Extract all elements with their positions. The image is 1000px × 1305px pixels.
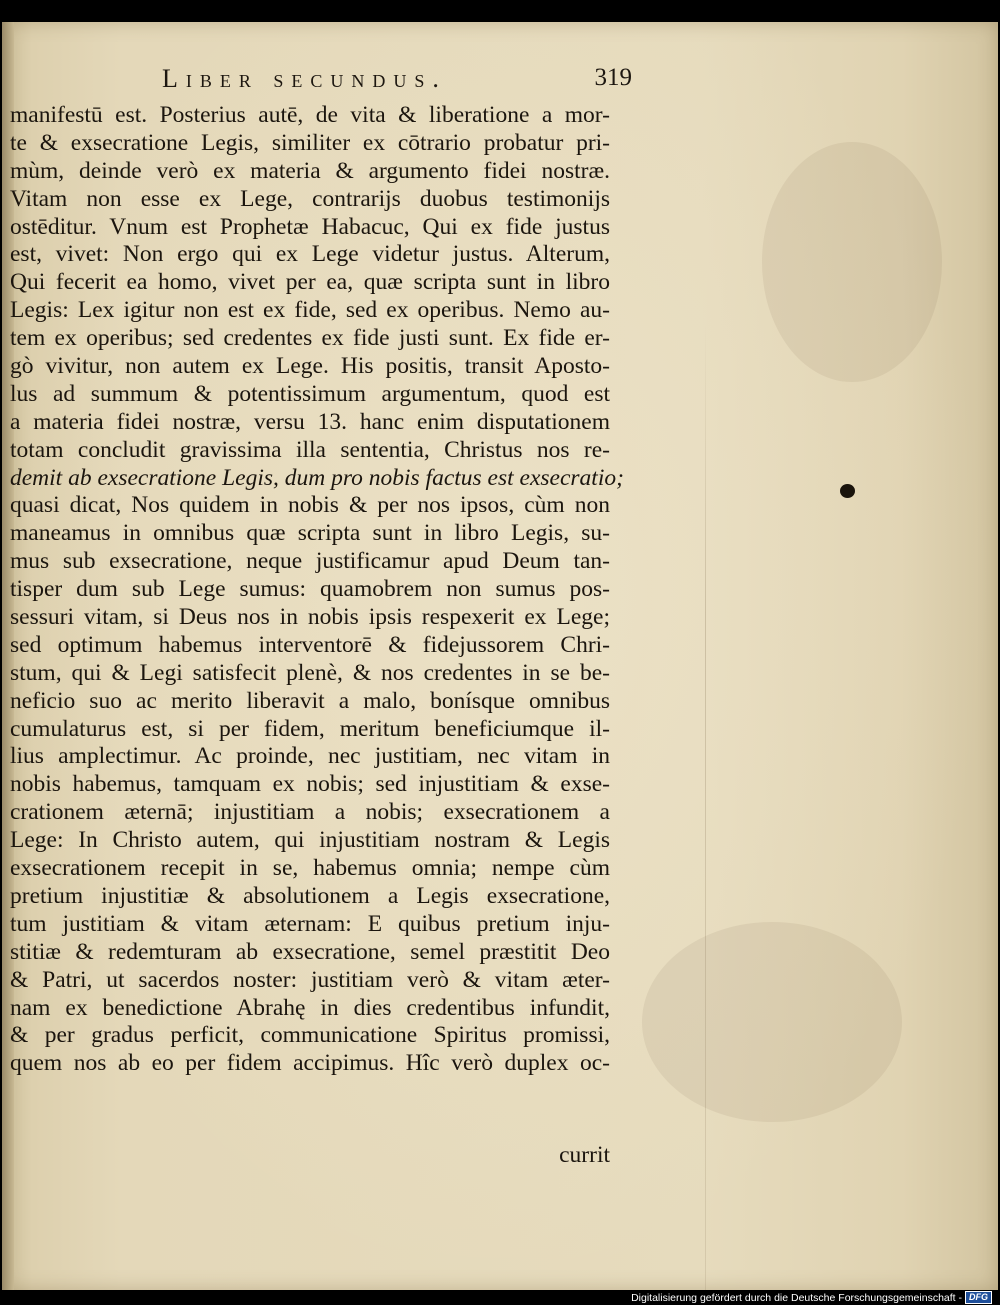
text-line-italic: demit ab exsecratione Legis, dum pro nobis factus est exsecratio; <box>10 464 624 491</box>
page-number: 319 <box>594 64 632 91</box>
text-line: lus ad summum & potentissimum argumentum, quod est <box>10 380 610 407</box>
text-line: exsecrationem recepit in se, habemus omnia; nempe cùm <box>10 855 610 882</box>
text-line: neficio suo ac merito liberavit a malo, bonísque omnibus <box>10 687 610 714</box>
text-line: a materia fidei nostræ, versu 13. hanc enim disputationem <box>10 408 610 435</box>
text-line: est, vivet: Non ergo qui ex Lege videtur justus. Alterum, <box>10 241 610 268</box>
text-line: te & exsecratione Legis, similiter ex cōtrario probatur pri- <box>10 129 610 156</box>
text-line: tisper dum sub Lege sumus: quamobrem non sumus pos- <box>10 576 610 603</box>
text-line: & Patri, ut sacerdos noster: justitiam verò & vitam æter- <box>10 966 610 993</box>
funding-text: Digitalisierung gefördert durch die Deutsche Forschungsgemeinschaft - <box>631 1291 962 1304</box>
text-line: Lege: In Christo autem, qui injustitiam nostram & Legis <box>10 827 610 854</box>
text-line: sed optimum habemus interventorē & fidejussorem Chri- <box>10 631 610 658</box>
paper-stain <box>642 922 902 1122</box>
catchword: currit <box>559 1142 610 1168</box>
text-line: ostēditur. Vnum est Prophetæ Habacuc, Qui ex fide justus <box>10 213 610 240</box>
text-line: lius amplectimur. Ac proinde, nec justitiam, nec vitam in <box>10 743 610 770</box>
dfg-logo[interactable]: DFG <box>965 1291 992 1304</box>
text-line: mus sub exsecratione, neque justificamur apud Deum tan- <box>10 548 610 575</box>
body-text <box>10 102 624 1168</box>
paper-crease <box>705 322 706 1290</box>
text-line: nam ex benedictione Abrahę in dies credentibus infundit, <box>10 994 610 1021</box>
ink-blot <box>840 484 855 498</box>
text-line: stitiæ & redemturam ab exsecratione, semel præstitit Deo <box>10 938 610 965</box>
text-line: mùm, deinde verò ex materia & argumento fidei nostræ. <box>10 157 610 184</box>
text-line: tem ex operibus; sed credentes ex fide justi sunt. Ex fide er- <box>10 325 610 352</box>
text-line: manifestū est. Posterius autē, de vita & liberatione a mor- <box>10 102 610 128</box>
funding-notice <box>631 1291 992 1304</box>
text-line: gò vivitur, non autem ex Lege. His positis, transit Aposto- <box>10 353 610 380</box>
running-title: Liber secundus. <box>162 64 447 93</box>
text-line: Qui fecerit ea homo, vivet per ea, quæ scripta sunt in libro <box>10 269 610 296</box>
text-line: crationem æternā; injustitiam a nobis; exsecrationem a <box>10 799 610 826</box>
text-line: quem nos ab eo per fidem accipimus. Hîc verò duplex oc- <box>10 1050 610 1077</box>
text-line: cumulaturus est, si per fidem, meritum beneficiumque il- <box>10 715 610 742</box>
running-head <box>162 62 632 102</box>
text-line: Vitam non esse ex Lege, contrarijs duobus testimonijs <box>10 185 610 212</box>
text-line: totam concludit gravissima illa sententia, Christus nos re- <box>10 436 610 463</box>
text-line: & per gradus perficit, communicatione Spiritus promissi, <box>10 1022 610 1049</box>
paper-stain <box>762 142 942 382</box>
text-line: nobis habemus, tamquam ex nobis; sed injustitiam & exse- <box>10 771 610 798</box>
text-line: pretium injustitiæ & absolutionem a Legis exsecratione, <box>10 882 610 909</box>
text-line: Legis: Lex igitur non est ex fide, sed ex operibus. Nemo au- <box>10 297 610 324</box>
text-line: stum, qui & Legi satisfecit plenè, & nos credentes in se be- <box>10 659 610 686</box>
footer-bar <box>0 1290 1000 1305</box>
text-line: sessuri vitam, si Deus nos in nobis ipsis respexerit ex Lege; <box>10 604 610 631</box>
text-line: maneamus in omnibus quæ scripta sunt in libro Legis, su- <box>10 520 610 547</box>
text-line: tum justitiam & vitam æternam: E quibus pretium inju- <box>10 910 610 937</box>
book-page <box>2 22 998 1290</box>
text-line: quasi dicat, Nos quidem in nobis & per nos ipsos, cùm non <box>10 492 610 519</box>
